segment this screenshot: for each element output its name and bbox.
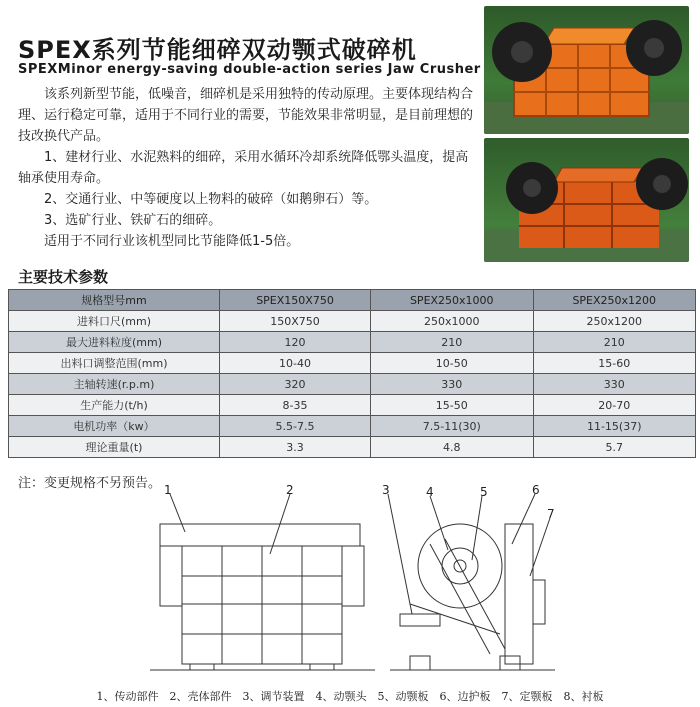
column-header: SPEX250x1000 <box>371 290 533 311</box>
table-cell: 15-60 <box>533 353 696 374</box>
intro-paragraph: 该系列新型节能，低噪音，细碎机是采用独特的传动原理。主要体现结构合理、运行稳定可靠，适用于不同行业的需要，节能效果非常明显，是目前理想的技改换代产品。 <box>18 87 474 144</box>
table-cell: 10-50 <box>371 353 533 374</box>
crusher-photo-bottom <box>484 138 689 262</box>
table-cell: 250x1000 <box>371 311 533 332</box>
table-cell: 出料口调整范围(mm) <box>9 353 220 374</box>
crusher-photo-top <box>484 6 689 134</box>
table-cell: 5.5-7.5 <box>220 416 371 437</box>
column-header: SPEX150X750 <box>220 290 371 311</box>
callout-4: 4 <box>426 485 434 499</box>
intro-paragraph: 适用于不同行业该机型同比节能降低1-5倍。 <box>18 234 300 249</box>
table-row <box>9 353 696 374</box>
table-cell: 320 <box>220 374 371 395</box>
crusher-structure-diagram <box>100 484 690 684</box>
callout-7: 7 <box>547 507 555 521</box>
callout-1: 1 <box>164 484 172 497</box>
table-row <box>9 311 696 332</box>
table-cell: 330 <box>533 374 696 395</box>
callout-5: 5 <box>480 485 488 499</box>
table-cell: 3.3 <box>220 437 371 458</box>
table-cell: 20-70 <box>533 395 696 416</box>
table-cell: 150X750 <box>220 311 371 332</box>
table-cell: 7.5-11(30) <box>371 416 533 437</box>
table-cell: 330 <box>371 374 533 395</box>
table-cell: 11-15(37) <box>533 416 696 437</box>
table-cell: 250x1200 <box>533 311 696 332</box>
table-cell: 电机功率（kw） <box>9 416 220 437</box>
table-row <box>9 437 696 458</box>
table-row <box>9 416 696 437</box>
callout-6: 6 <box>532 484 540 497</box>
table-cell: 最大进料粒度(mm) <box>9 332 220 353</box>
callout-3: 3 <box>382 484 390 497</box>
intro-paragraph: 3、选矿行业、铁矿石的细碎。 <box>18 213 222 228</box>
callout-2: 2 <box>286 484 294 497</box>
specs-table <box>8 289 696 458</box>
table-cell: 8-35 <box>220 395 371 416</box>
page-title-en: SPEXMinor energy-saving double-action series Jaw Crusher <box>18 62 481 77</box>
specs-title: 主要技术参数 <box>18 268 109 286</box>
table-cell: 生产能力(t/h) <box>9 395 220 416</box>
table-cell: 210 <box>371 332 533 353</box>
table-cell: 10-40 <box>220 353 371 374</box>
intro-text <box>18 84 473 252</box>
table-cell: 15-50 <box>371 395 533 416</box>
diagram-legend: 1、传动部件 2、壳体部件 3、调节装置 4、动颚头 5、动颚板 6、边护板 7、定颚板 8、衬板 <box>96 690 604 703</box>
table-cell: 进料口尺(mm) <box>9 311 220 332</box>
change-note: 注：变更规格不另预告。 <box>18 476 162 491</box>
table-row <box>9 395 696 416</box>
column-header: SPEX250x1200 <box>533 290 696 311</box>
intro-paragraph: 1、建材行业、水泥熟料的细碎，采用水循环冷却系统降低鄂头温度，提高轴承使用寿命。 <box>18 150 469 186</box>
table-row <box>9 374 696 395</box>
table-cell: 5.7 <box>533 437 696 458</box>
page-title-zh: SPEX系列节能细碎双动颚式破碎机 <box>18 36 417 64</box>
table-cell: 210 <box>533 332 696 353</box>
table-cell: 主轴转速(r.p.m) <box>9 374 220 395</box>
intro-paragraph: 2、交通行业、中等硬度以上物料的破碎（如鹅卵石）等。 <box>18 192 378 207</box>
column-header: 规格型号mm <box>9 290 220 311</box>
table-header-row <box>9 290 696 311</box>
table-row <box>9 332 696 353</box>
table-cell: 理论重量(t) <box>9 437 220 458</box>
table-cell: 4.8 <box>371 437 533 458</box>
table-cell: 120 <box>220 332 371 353</box>
